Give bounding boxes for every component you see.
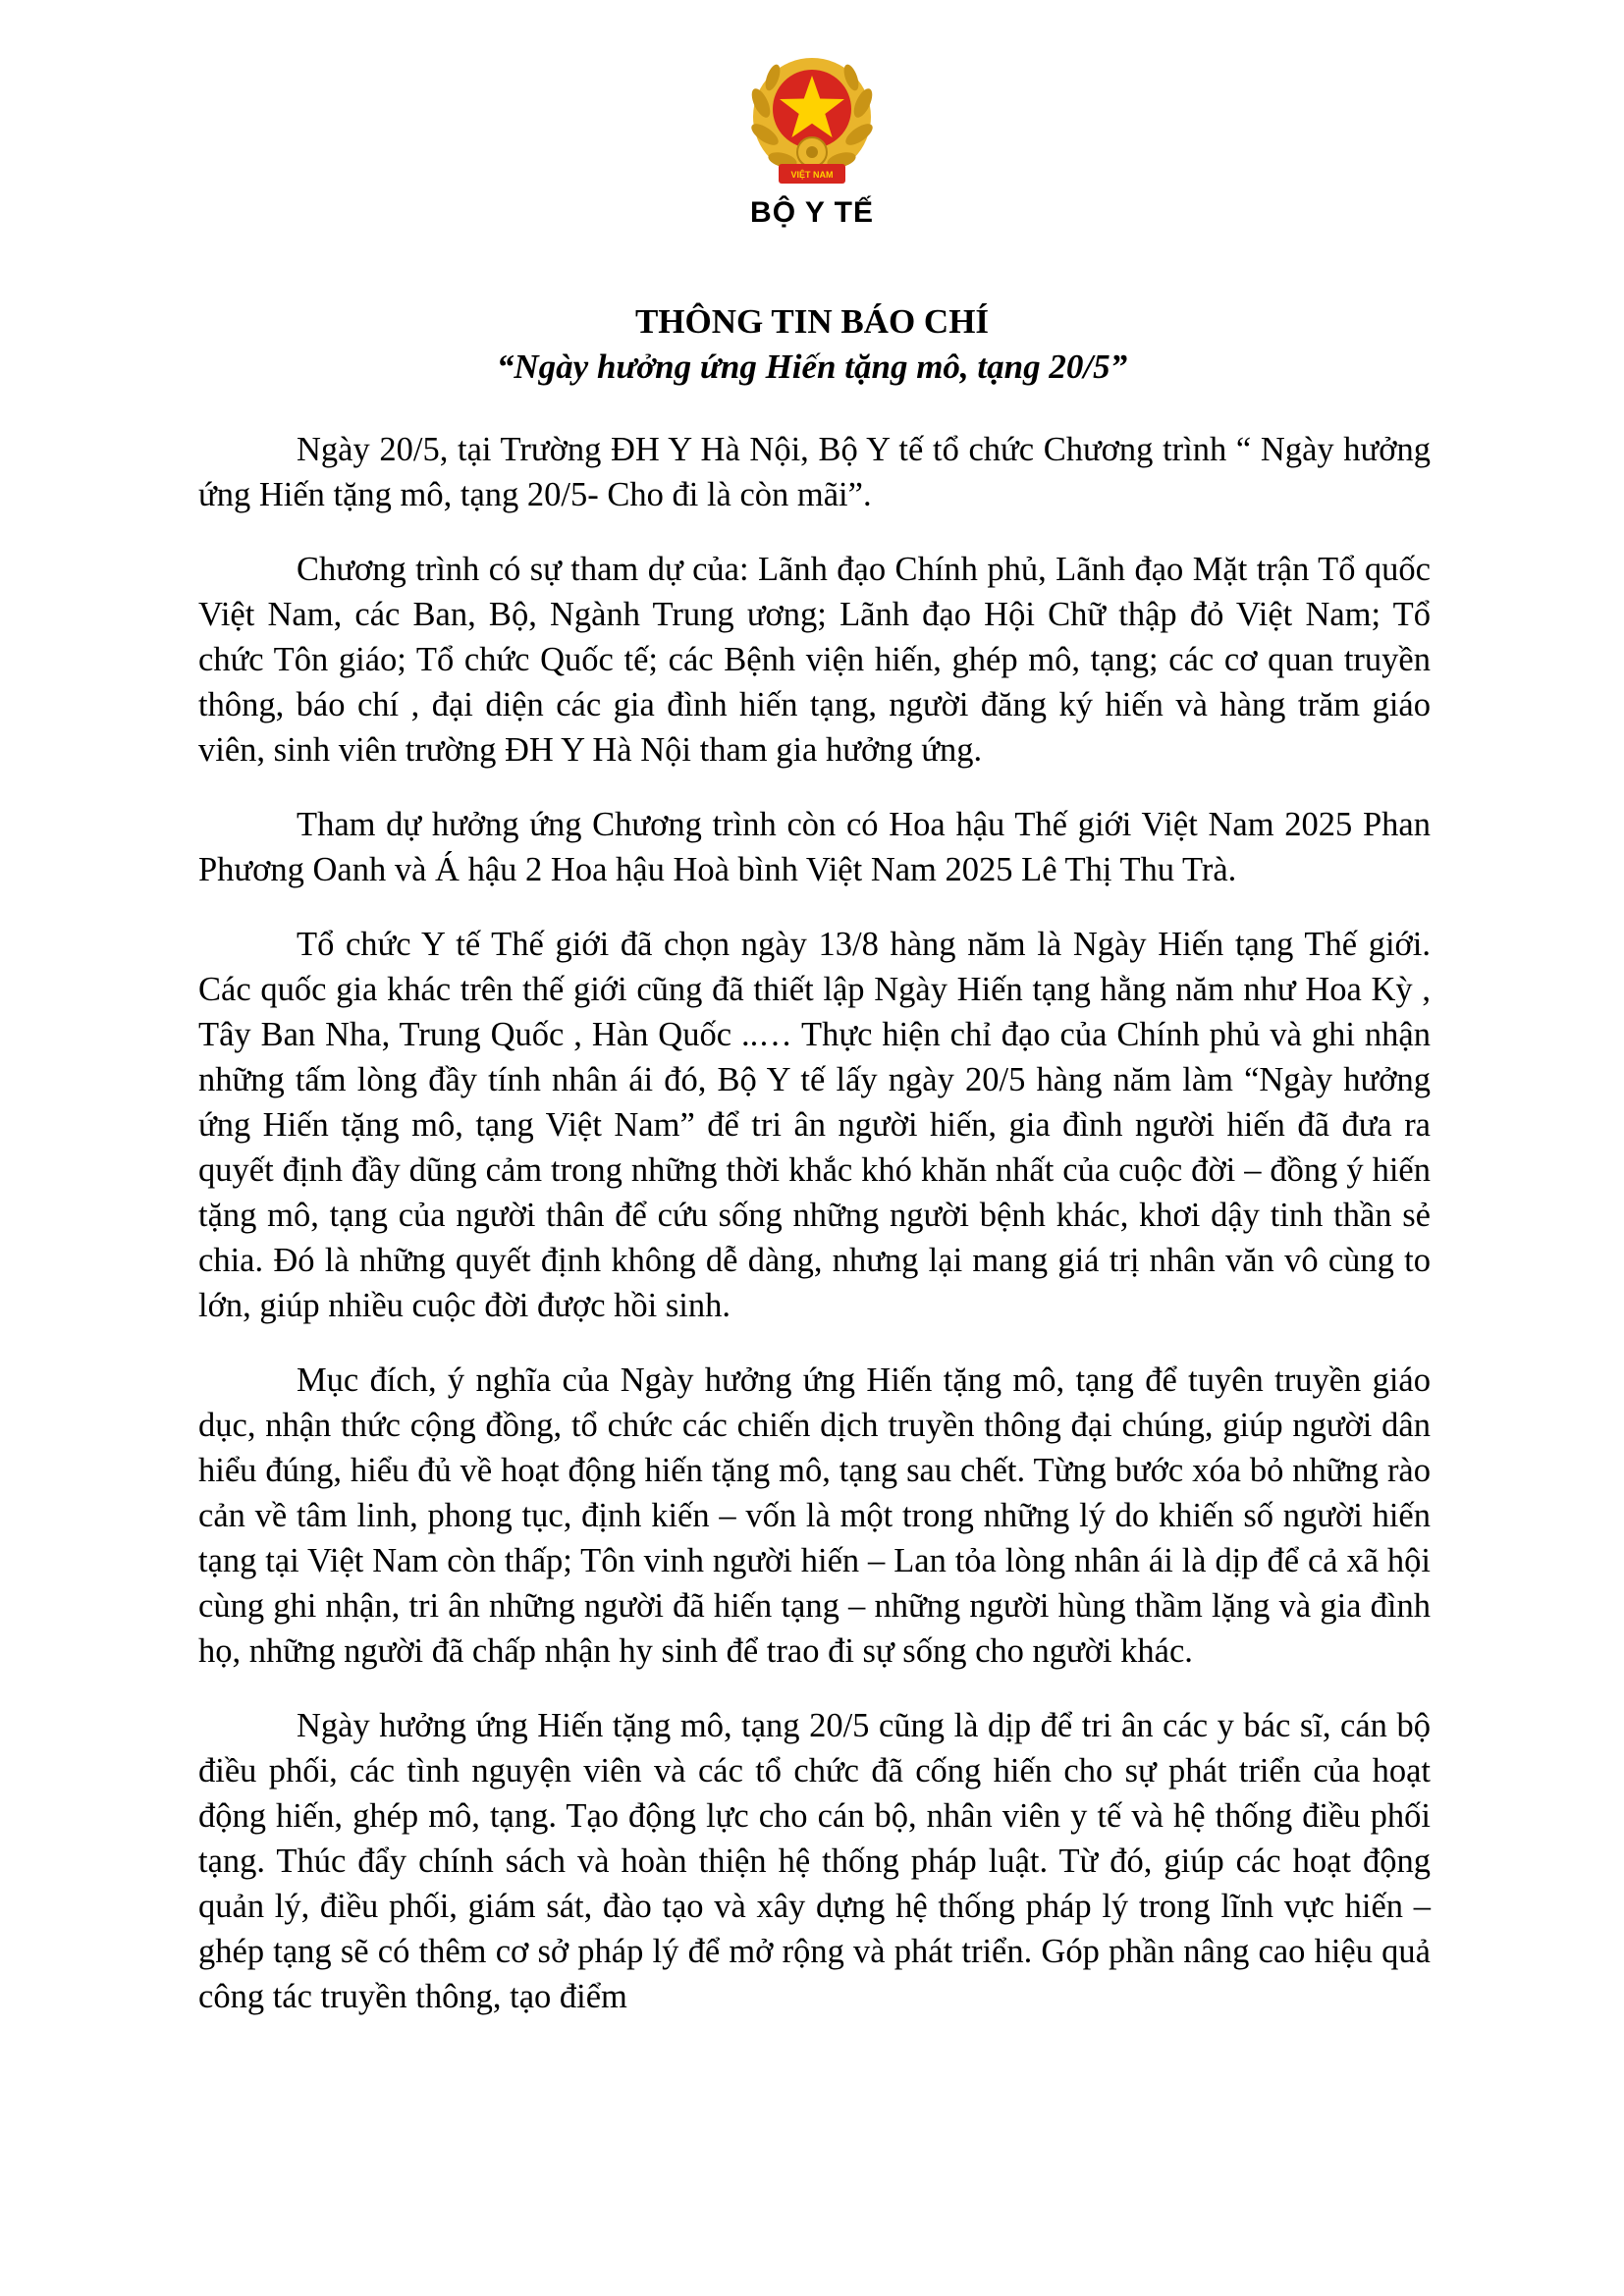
paragraph: Ngày hưởng ứng Hiến tặng mô, tạng 20/5 cũng là dịp để tri ân các y bác sĩ, cán bộ điều phối, các tình nguyện viên và các tổ chức đã cống hiến cho sự phát triển của hoạt động hiến, ghép mô, tạng. Tạo động lực cho cán bộ, nhân viên y tế và hệ thống điều phối tạng. Thúc đẩy chính sách và hoàn thiện hệ thống pháp luật. Từ đó, giúp các hoạt động quản lý, điều phối, giám sát, đào tạo và xây dựng hệ thống pháp lý trong lĩnh vực hiến – ghép tạng sẽ có thêm cơ sở pháp lý để mở rộng và phát triển. Góp phần nâng cao hiệu quả công tác truyền thông, tạo điểm (198, 1707, 1431, 2015)
paragraph: Ngày 20/5, tại Trường ĐH Y Hà Nội, Bộ Y tế tổ chức Chương trình “ Ngày hưởng ứng Hiến tặng mô, tạng 20/5- Cho đi là còn mãi”. (198, 431, 1431, 513)
document-body (198, 427, 1431, 2019)
paragraph: Tổ chức Y tế Thế giới đã chọn ngày 13/8 hàng năm là Ngày Hiến tạng Thế giới. Các quốc gia khác trên thế giới cũng đã thiết lập Ngày Hiến tạng hằng năm như Hoa Kỳ , Tây Ban Nha, Trung Quốc , Hàn Quốc ..… Thực hiện chỉ đạo của Chính phủ và ghi nhận những tấm lòng đầy tính nhân ái đó, Bộ Y tế lấy ngày 20/5 hàng năm làm “Ngày hưởng ứng Hiến tặng mô, tạng Việt Nam” để tri ân người hiến, gia đình người hiến đã đưa ra quyết định đầy dũng cảm trong những thời khắc khó khăn nhất của cuộc đời – đồng ý hiến tặng mô, tạng của người thân để cứu sống những người bệnh khác, khơi dậy tinh thần sẻ chia. Đó là những quyết định không dễ dàng, nhưng lại mang giá trị nhân văn vô cùng to lớn, giúp nhiều cuộc đời được hồi sinh. (198, 926, 1431, 1324)
page-subtitle: “Ngày hưởng ứng Hiến tặng mô, tạng 20/5” (496, 347, 1128, 386)
svg-text:VIỆT NAM: VIỆT NAM (790, 170, 834, 180)
paragraph: Mục đích, ý nghĩa của Ngày hưởng ứng Hiến tặng mô, tạng để tuyên truyền giáo dục, nhận thức cộng đồng, tổ chức các chiến dịch truyền thông đại chúng, giúp người dân hiểu đúng, hiểu đủ về hoạt động hiến tặng mô, tạng sau chết. Từng bước xóa bỏ những rào cản về tâm linh, phong tục, định kiến – vốn là một trong những lý do khiến số người hiến tạng tại Việt Nam còn thấp; Tôn vinh người hiến – Lan tỏa lòng nhân ái là dịp để cả xã hội cùng ghi nhận, tri ân những người đã hiến tạng – những người hùng thầm lặng và gia đình họ, những người đã chấp nhận hy sinh để trao đi sự sống cho người khác. (198, 1362, 1431, 1670)
paragraph: Chương trình có sự tham dự của: Lãnh đạo Chính phủ, Lãnh đạo Mặt trận Tổ quốc Việt Nam, các Ban, Bộ, Ngành Trung ương; Lãnh đạo Hội Chữ thập đỏ Việt Nam; Tổ chức Tôn giáo; Tổ chức Quốc tế; các Bệnh viện hiến, ghép mô, tạng; các cơ quan truyền thông, báo chí , đại diện các gia đình hiến tạng, người đăng ký hiến và hàng trăm giáo viên, sinh viên trường ĐH Y Hà Nội tham gia hưởng ứng. (198, 551, 1431, 769)
organization-name: BỘ Y TẾ (750, 196, 874, 229)
national-emblem (743, 54, 881, 191)
paragraph: Tham dự hưởng ứng Chương trình còn có Hoa hậu Thế giới Việt Nam 2025 Phan Phương Oanh và Á hậu 2 Hoa hậu Hoà bình Việt Nam 2025 Lê Thị Thu Trà. (198, 806, 1431, 888)
page-title: THÔNG TIN BÁO CHÍ (634, 302, 990, 341)
national-emblem-icon (743, 54, 881, 191)
